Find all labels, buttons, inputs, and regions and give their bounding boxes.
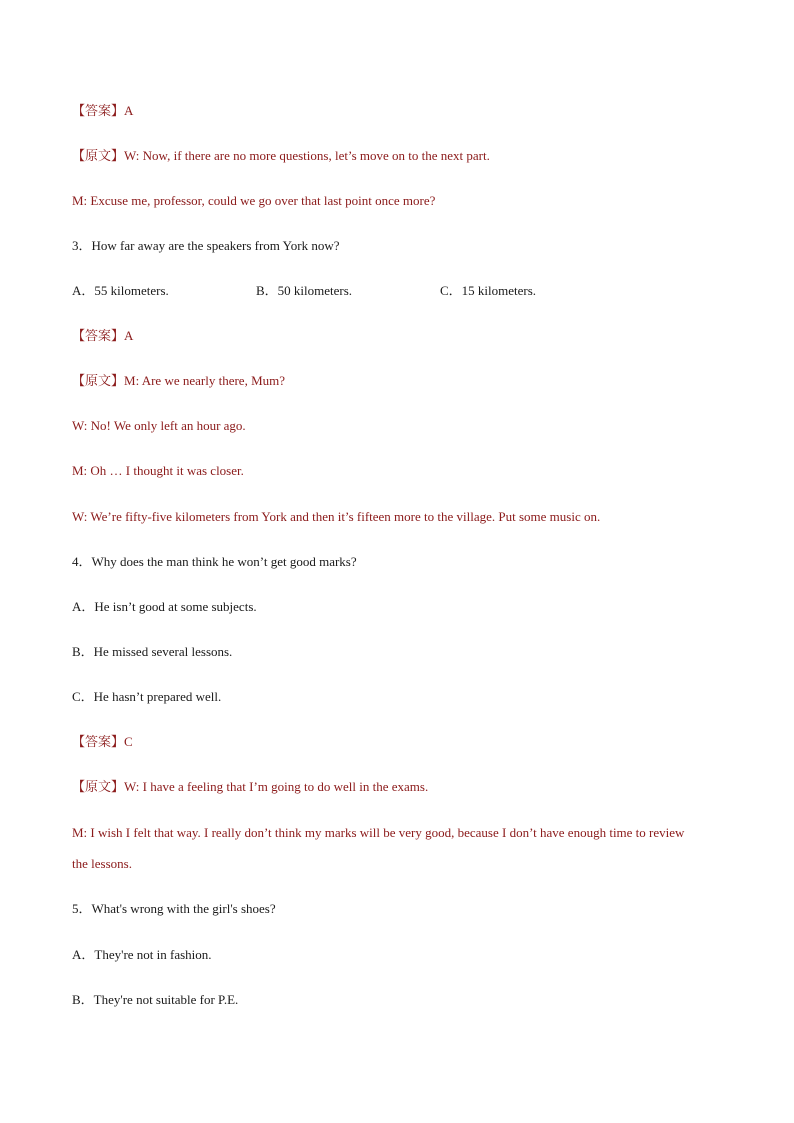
q3-option-b: B．50 kilometers. [256, 283, 353, 298]
q3-option-c: C．15 kilometers. [440, 283, 537, 298]
q4-transcript-line: M: I wish I felt that way. I really don’t think my marks will be very good, because I don’t have enough time to review the lessons. [72, 825, 685, 871]
q3-transcript-line: W: No! We only left an hour ago. [72, 418, 246, 433]
q2-transcript-first [72, 148, 490, 164]
answer-value: A [124, 328, 134, 343]
q4-transcript-first [72, 779, 428, 795]
transcript-label: 【原文】 [72, 373, 125, 388]
transcript-label: 【原文】 [72, 779, 125, 794]
transcript-text: M: Are we nearly there, Mum? [124, 373, 286, 388]
q3-transcript-line: W: We’re fifty-five kilometers from York and then it’s fifteen more to the village. Put some music on. [72, 509, 601, 524]
q4-answer [72, 734, 133, 750]
q3-transcript-line: M: Oh … I thought it was closer. [72, 463, 244, 478]
answer-value: C [124, 734, 133, 749]
q3-option-a: A．55 kilometers. [72, 283, 169, 298]
transcript-label: 【原文】 [72, 148, 125, 163]
q3-question: 3．How far away are the speakers from York now? [72, 238, 340, 253]
q2-transcript-line: M: Excuse me, professor, could we go over that last point once more? [72, 193, 436, 208]
q5-option-b: B．They're not suitable for P.E. [72, 992, 239, 1007]
q3-answer [72, 328, 133, 344]
transcript-text: W: Now, if there are no more questions, let’s move on to the next part. [124, 148, 490, 163]
q5-option-a: A．They're not in fashion. [72, 947, 212, 962]
answer-label: 【答案】 [72, 328, 125, 343]
q4-option-b: B．He missed several lessons. [72, 644, 233, 659]
q4-option-c: C．He hasn’t prepared well. [72, 689, 222, 704]
q5-question: 5．What's wrong with the girl's shoes? [72, 901, 276, 916]
q4-option-a: A．He isn’t good at some subjects. [72, 599, 257, 614]
q4-question: 4．Why does the man think he won’t get good marks? [72, 554, 357, 569]
answer-value: A [124, 103, 134, 118]
q3-transcript-first [72, 373, 285, 389]
answer-label: 【答案】 [72, 103, 125, 118]
transcript-text: W: I have a feeling that I’m going to do well in the exams. [124, 779, 429, 794]
answer-label: 【答案】 [72, 734, 125, 749]
q2-answer [72, 103, 133, 119]
